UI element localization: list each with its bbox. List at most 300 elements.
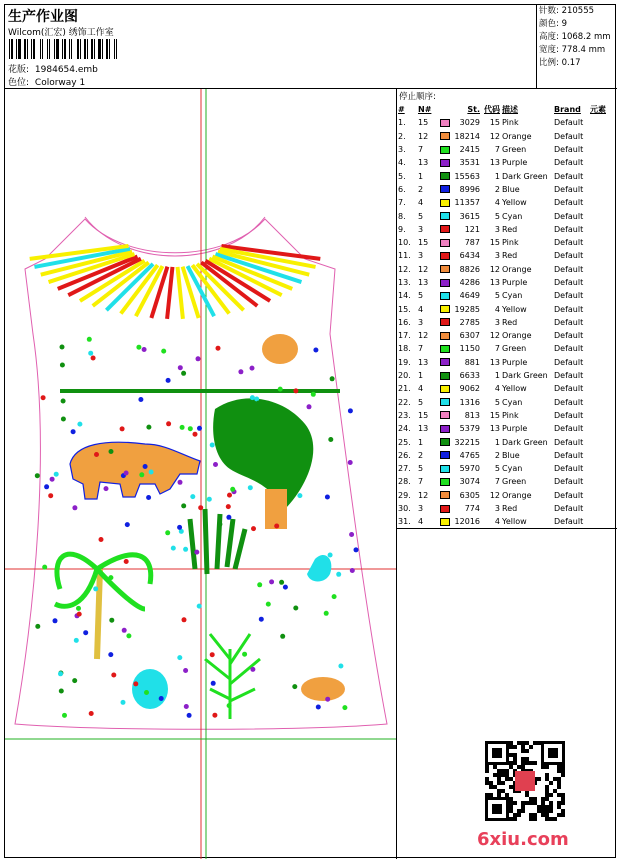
qr-module: [493, 765, 497, 769]
confetti-dot: [72, 678, 77, 683]
row-description: Cyan: [502, 291, 523, 301]
qr-module: [557, 777, 561, 781]
confetti-dot: [307, 404, 312, 409]
color-swatch: [439, 396, 453, 409]
row-element: [589, 422, 607, 435]
confetti-dot: [166, 378, 171, 383]
confetti-dot: [61, 417, 66, 422]
color-swatch-box: [440, 132, 450, 140]
row-index: 2.: [398, 131, 406, 141]
qr-module: [525, 761, 529, 765]
color-swatch: [439, 209, 453, 222]
row-needle: 15: [418, 118, 429, 128]
row-needle: 3: [418, 504, 424, 514]
row-brand: Default: [554, 304, 584, 314]
confetti-dot: [42, 565, 47, 570]
row-needle: 5: [418, 291, 424, 301]
qr-module: [533, 797, 537, 801]
confetti-dot: [248, 485, 253, 490]
qr-module: [557, 805, 561, 809]
confetti-dot: [142, 347, 147, 352]
confetti-dot: [71, 429, 76, 434]
qr-module: [489, 793, 493, 797]
row-code: 7: [494, 477, 500, 487]
qr-module: [549, 809, 553, 813]
row-description: Red: [502, 224, 518, 234]
confetti-dot: [332, 594, 337, 599]
qr-module: [501, 789, 505, 793]
row-stitches: 6633: [459, 371, 480, 381]
confetti-dot: [226, 515, 231, 520]
row-index: 28.: [398, 477, 411, 487]
confetti-dot: [178, 480, 183, 485]
confetti-dot: [250, 395, 255, 400]
qr-module: [561, 809, 565, 813]
confetti-dot: [138, 397, 143, 402]
color-swatch-box: [440, 332, 450, 340]
confetti-dot: [348, 460, 353, 465]
row-stitches: 15563: [454, 171, 480, 181]
confetti-dot: [254, 443, 259, 448]
qr-module: [533, 817, 537, 821]
qr-module: [537, 805, 541, 809]
colorway-value: Colorway 1: [34, 78, 86, 88]
qr-module: [521, 809, 525, 813]
confetti-dot: [178, 365, 183, 370]
row-stitches: 881: [464, 357, 480, 367]
row-index: 16.: [398, 317, 411, 327]
qr-module: [541, 805, 545, 809]
confetti-dot: [59, 689, 64, 694]
row-code: 3: [494, 504, 500, 514]
confetti-dot: [177, 525, 182, 530]
qr-module: [492, 804, 502, 814]
confetti-dot: [83, 630, 88, 635]
ray-stripe: [167, 267, 172, 319]
qr-module: [537, 809, 541, 813]
color-swatch-box: [440, 199, 450, 207]
row-stitches: 4765: [459, 450, 480, 460]
row-stitches: 121: [464, 224, 480, 234]
confetti-dot: [328, 553, 333, 558]
color-panel: [397, 89, 617, 859]
table-row: [397, 329, 607, 342]
palm-leaves: [55, 554, 151, 609]
row-index: 31.: [398, 517, 411, 527]
row-code: 13: [489, 158, 500, 168]
row-element: [589, 329, 607, 342]
row-description: Blue: [502, 450, 520, 460]
qr-module: [509, 817, 513, 821]
table-row: [397, 169, 607, 182]
confetti-dot: [124, 471, 129, 476]
row-stitches: 4649: [459, 291, 480, 301]
row-element: [589, 369, 607, 382]
color-swatch: [439, 289, 453, 302]
row-needle: 4: [418, 517, 424, 527]
row-description: Cyan: [502, 211, 523, 221]
color-swatch-box: [440, 159, 450, 167]
header: [5, 5, 617, 89]
table-row: [397, 396, 607, 409]
watermark: 6xiu.com: [477, 829, 569, 850]
confetti-dot: [324, 611, 329, 616]
color-swatch: [439, 409, 453, 422]
qr-module: [485, 769, 489, 773]
row-index: 9.: [398, 224, 406, 234]
row-description: Green: [502, 477, 527, 487]
confetti-dot: [41, 395, 46, 400]
qr-module: [525, 793, 529, 797]
row-brand: Default: [554, 371, 584, 381]
row-stitches: 18214: [454, 131, 480, 141]
design-file-value: 1984654.emb: [34, 65, 98, 75]
row-description: Purple: [502, 278, 528, 287]
qr-module: [485, 765, 489, 769]
qr-module: [517, 765, 521, 769]
confetti-dot: [311, 392, 316, 397]
row-index: 21.: [398, 384, 411, 394]
qr-logo: [515, 771, 535, 791]
fern-motif: [205, 634, 260, 719]
confetti-dot: [89, 711, 94, 716]
qr-module: [561, 793, 565, 797]
qr-module: [521, 745, 525, 749]
confetti-dot: [227, 703, 232, 708]
qr-module: [545, 765, 549, 769]
row-stitches: 32215: [454, 437, 480, 447]
confetti-dot: [217, 522, 222, 527]
qr-module: [485, 781, 489, 785]
studio-name: Wilcom(汇宏) 绣饰工作室: [8, 28, 114, 38]
row-stitches: 774: [464, 504, 480, 514]
qr-module: [509, 761, 513, 765]
table-row: [397, 130, 607, 143]
row-needle: 4: [418, 198, 424, 208]
row-element: [589, 475, 607, 488]
row-description: Dark Green: [502, 371, 548, 381]
table-row: [397, 289, 607, 302]
qr-module: [513, 745, 517, 749]
row-brand: Default: [554, 224, 584, 234]
design-file-label: 花版:: [8, 65, 30, 75]
row-needle: 4: [418, 304, 424, 314]
qr-module: [497, 789, 501, 793]
confetti-dot: [109, 449, 114, 454]
qr-code: [485, 741, 565, 821]
qr-module: [517, 813, 521, 817]
row-index: 6.: [398, 184, 406, 194]
row-index: 8.: [398, 211, 406, 221]
confetti-dot: [121, 700, 126, 705]
row-index: 25.: [398, 437, 411, 447]
qr-module: [509, 741, 513, 745]
table-row: [397, 435, 607, 448]
confetti-dot: [250, 366, 255, 371]
stop-sequence-table: [397, 103, 607, 529]
confetti-dot: [35, 624, 40, 629]
confetti-dot: [61, 399, 66, 404]
confetti-dot: [166, 421, 171, 426]
qr-module: [521, 757, 525, 761]
row-index: 4.: [398, 158, 406, 168]
confetti-dot: [257, 582, 262, 587]
row-brand: Default: [554, 264, 584, 274]
col-description: 描述: [502, 105, 518, 115]
qr-module: [537, 777, 541, 781]
qr-module: [529, 813, 533, 817]
confetti-dot: [143, 464, 148, 469]
confetti-dot: [196, 356, 201, 361]
page-title: 生产作业图: [8, 9, 78, 25]
color-swatch-box: [440, 292, 450, 300]
table-row: [397, 183, 607, 196]
confetti-dot: [280, 634, 285, 639]
row-index: 20.: [398, 371, 411, 381]
tiger-motif: [301, 677, 345, 701]
confetti-dot: [212, 713, 217, 718]
confetti-dot: [144, 690, 149, 695]
confetti-dot: [316, 705, 321, 710]
confetti-dot: [251, 526, 256, 531]
row-stitches: 5379: [459, 424, 480, 434]
confetti-dot: [139, 472, 144, 477]
color-swatch: [439, 356, 453, 369]
row-needle: 12: [418, 331, 429, 341]
qr-module: [529, 761, 533, 765]
qr-module: [509, 809, 513, 813]
row-code: 5: [494, 291, 500, 301]
row-code: 1: [494, 371, 500, 381]
barcode: [9, 39, 142, 59]
qr-module: [509, 805, 513, 809]
row-needle: 13: [418, 357, 429, 367]
confetti-dot: [165, 530, 170, 535]
qr-module: [493, 773, 497, 777]
row-code: 3: [494, 317, 500, 327]
qr-module: [537, 741, 541, 745]
confetti-dot: [91, 356, 96, 361]
bird-motif: [307, 555, 331, 582]
confetti-dot: [76, 606, 81, 611]
row-needle: 2: [418, 184, 424, 194]
table-row: [397, 276, 607, 289]
row-code: 5: [494, 397, 500, 407]
color-swatch: [439, 462, 453, 475]
table-row: [397, 236, 607, 249]
row-stitches: 19285: [454, 304, 480, 314]
table-row: [397, 489, 607, 502]
confetti-dot: [171, 546, 176, 551]
row-description: Pink: [502, 410, 519, 420]
qr-module: [513, 753, 517, 757]
row-code: 12: [489, 131, 500, 141]
row-needle: 15: [418, 410, 429, 420]
row-stitches: 6305: [459, 490, 480, 500]
qr-module: [561, 801, 565, 805]
row-element: [589, 449, 607, 462]
qr-module: [541, 765, 545, 769]
confetti-dot: [159, 696, 164, 701]
row-element: [589, 183, 607, 196]
confetti-dot: [88, 351, 93, 356]
row-needle: 3: [418, 251, 424, 261]
qr-module: [553, 777, 557, 781]
embroidery-preview: [5, 89, 397, 859]
row-code: 12: [489, 264, 500, 274]
row-index: 11.: [398, 251, 411, 261]
confetti-dot: [207, 497, 212, 502]
qr-module: [549, 793, 553, 797]
row-brand: Default: [554, 464, 584, 474]
row-description: Orange: [502, 264, 532, 274]
row-brand: Default: [554, 278, 584, 287]
qr-module: [533, 813, 537, 817]
confetti-dot: [181, 371, 186, 376]
row-needle: 3: [418, 317, 424, 327]
confetti-dot: [77, 612, 82, 617]
qr-module: [529, 817, 533, 821]
row-code: 12: [489, 331, 500, 341]
row-element: [589, 236, 607, 249]
confetti-dot: [193, 432, 198, 437]
qr-module: [525, 801, 529, 805]
qr-module: [513, 801, 517, 805]
confetti-dot: [278, 387, 283, 392]
row-element: [589, 196, 607, 209]
confetti-dot: [274, 524, 279, 529]
color-swatch: [439, 143, 453, 156]
confetti-dot: [72, 505, 77, 510]
qr-module: [545, 773, 549, 777]
confetti-dots: [35, 337, 359, 718]
color-swatch-box: [440, 185, 450, 193]
colorway-row: [8, 75, 85, 88]
row-description: Orange: [502, 331, 532, 341]
table-row: [397, 342, 607, 355]
color-swatch-box: [440, 372, 450, 380]
qr-module: [557, 801, 561, 805]
row-code: 15: [489, 238, 500, 248]
confetti-dot: [297, 493, 302, 498]
stat-colors: 颜色: 9: [539, 19, 567, 29]
qr-module: [549, 805, 553, 809]
color-swatch: [439, 422, 453, 435]
row-stitches: 1150: [459, 344, 480, 354]
row-description: Purple: [502, 158, 528, 168]
color-swatch: [439, 502, 453, 515]
color-swatch-box: [440, 279, 450, 287]
row-code: 5: [494, 464, 500, 474]
qr-module: [541, 809, 545, 813]
qr-module: [545, 793, 549, 797]
confetti-dot: [177, 655, 182, 660]
confetti-dot: [279, 580, 284, 585]
confetti-dot: [58, 671, 63, 676]
qr-module: [513, 813, 517, 817]
confetti-dot: [62, 713, 67, 718]
qr-module: [497, 793, 501, 797]
sun-rays-motif: [30, 246, 321, 319]
confetti-dot: [354, 547, 359, 552]
row-index: 27.: [398, 464, 411, 474]
qr-module: [541, 797, 545, 801]
col-element: 元素: [590, 105, 606, 115]
color-swatch-box: [440, 385, 450, 393]
qr-module: [501, 781, 505, 785]
qr-module: [545, 813, 549, 817]
confetti-dot: [342, 705, 347, 710]
row-brand: Default: [554, 437, 584, 447]
row-index: 22.: [398, 397, 411, 407]
row-brand: Default: [554, 331, 584, 341]
stat-height: 高度: 1068.2 mm: [539, 32, 611, 42]
row-index: 26.: [398, 450, 411, 460]
row-stitches: 8996: [459, 184, 480, 194]
row-brand: Default: [554, 118, 584, 128]
row-description: Red: [502, 251, 518, 261]
color-swatch-box: [440, 119, 450, 127]
row-needle: 3: [418, 224, 424, 234]
confetti-dot: [210, 652, 215, 657]
qr-module: [509, 797, 513, 801]
color-swatch: [439, 435, 453, 448]
confetti-dot: [180, 425, 185, 430]
row-brand: Default: [554, 397, 584, 407]
cactus-motif: [190, 509, 245, 574]
confetti-dot: [48, 493, 53, 498]
palm-stem: [97, 569, 100, 659]
row-element: [589, 409, 607, 422]
color-swatch-box: [440, 305, 450, 313]
color-swatch: [439, 515, 453, 528]
design-stats: [537, 5, 617, 89]
confetti-dot: [250, 667, 255, 672]
qr-module: [557, 813, 561, 817]
row-element: [589, 302, 607, 315]
col-swatch: [439, 103, 453, 116]
confetti-dot: [259, 617, 264, 622]
orange-shape: [265, 489, 287, 529]
flower-bunch: [262, 334, 298, 364]
table-row: [397, 196, 607, 209]
qr-module: [513, 817, 517, 821]
row-code: 3: [494, 224, 500, 234]
color-swatch-box: [440, 358, 450, 366]
row-element: [589, 263, 607, 276]
stat-stitches: 针数: 210555: [539, 6, 595, 16]
row-element: [589, 276, 607, 289]
confetti-dot: [336, 572, 341, 577]
qr-module: [505, 773, 509, 777]
color-swatch: [439, 130, 453, 143]
table-row: [397, 316, 607, 329]
row-brand: Default: [554, 171, 584, 181]
color-swatch-box: [440, 225, 450, 233]
color-swatch: [439, 263, 453, 276]
table-row: [397, 462, 607, 475]
confetti-dot: [266, 602, 271, 607]
row-needle: 12: [418, 131, 429, 141]
qr-module: [521, 805, 525, 809]
row-description: Yellow: [502, 304, 527, 314]
color-swatch-box: [440, 438, 450, 446]
confetti-dot: [120, 426, 125, 431]
row-brand: Default: [554, 184, 584, 194]
confetti-dot: [124, 559, 129, 564]
row-stitches: 9062: [459, 384, 480, 394]
color-swatch: [439, 302, 453, 315]
